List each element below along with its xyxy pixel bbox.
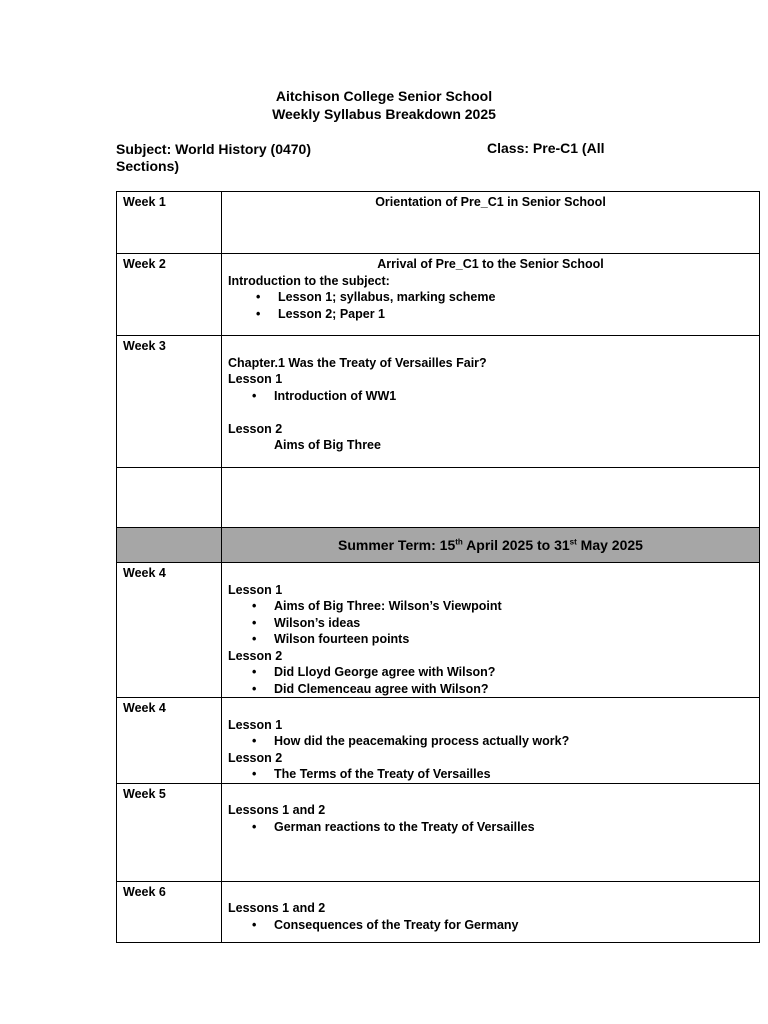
school-name: Aitchison College Senior School	[275, 88, 493, 104]
term-dates: Summer Term: 15th April 2025 to 31st May 2025	[338, 537, 643, 553]
subject-label: Subject: World History (0470)	[116, 141, 312, 157]
list-item: • Consequences of the Treaty for Germany	[228, 917, 753, 934]
week-cell	[117, 881, 222, 942]
row-title: Orientation of Pre_C1 in Senior School	[375, 195, 606, 209]
list-item: • Wilson fourteen points	[228, 631, 753, 648]
table-row	[117, 698, 760, 784]
content-cell	[222, 336, 760, 468]
list-item: • The Terms of the Treaty of Versailles	[228, 766, 753, 783]
week-cell	[117, 254, 222, 336]
table-row	[117, 563, 760, 698]
table-row	[117, 192, 760, 254]
content-cell	[222, 783, 760, 881]
term-banner-row	[117, 528, 760, 563]
list-item: • Did Lloyd George agree with Wilson?	[228, 664, 753, 681]
content-cell	[222, 563, 760, 698]
intro-text: Introduction to the subject:	[228, 273, 390, 288]
list-item: • Did Clemenceau agree with Wilson?	[228, 681, 753, 698]
class-label: Class: Pre-C1 (All	[487, 140, 605, 156]
term-banner	[222, 528, 760, 563]
week-label: Week 4	[123, 701, 166, 715]
week-label: Week 3	[123, 339, 166, 353]
content-cell	[222, 254, 760, 336]
list-item: • Lesson 1; syllabus, marking scheme	[228, 289, 753, 306]
list-item: • Introduction of WW1	[228, 388, 753, 405]
lesson-label: Lesson 2	[228, 648, 283, 663]
week-label: Week 6	[123, 884, 166, 899]
lesson-label: Lesson 2	[228, 421, 283, 436]
document-title: Weekly Syllabus Breakdown 2025	[272, 106, 496, 122]
week-cell	[117, 336, 222, 468]
row-title: Arrival of Pre_C1 to the Senior School	[377, 257, 604, 271]
content-cell	[222, 192, 760, 254]
week-cell	[117, 528, 222, 563]
table-row	[117, 336, 760, 468]
list-item: • German reactions to the Treaty of Versailles	[228, 819, 753, 836]
week-cell	[117, 698, 222, 784]
lesson-label: Lessons 1 and 2	[228, 803, 326, 817]
lesson-label: Lesson 1	[228, 717, 283, 732]
table-row	[117, 783, 760, 881]
week-label: Week 1	[123, 195, 166, 209]
week-cell	[117, 192, 222, 254]
lesson-label: Lesson 1	[228, 582, 283, 597]
class-label-continued: Sections)	[116, 158, 180, 174]
list-item: • Lesson 2; Paper 1	[228, 306, 753, 323]
chapter-title: Chapter.1 Was the Treaty of Versailles Fair?	[228, 355, 487, 370]
week-label: Week 5	[123, 786, 166, 801]
lesson-label: Lessons 1 and 2	[228, 901, 326, 915]
week-cell	[117, 783, 222, 881]
table-row	[117, 254, 760, 336]
content-cell	[222, 881, 760, 942]
list-item: • How did the peacemaking process actually work?	[228, 733, 753, 750]
week-cell	[117, 563, 222, 698]
content-cell	[222, 468, 760, 528]
syllabus-table	[116, 191, 760, 943]
table-row	[117, 468, 760, 528]
week-cell	[117, 468, 222, 528]
lesson-topic: Aims of Big Three	[274, 438, 381, 452]
week-label: Week 2	[123, 257, 166, 271]
content-cell	[222, 698, 760, 784]
list-item: • Wilson’s ideas	[228, 615, 753, 632]
list-item: • Aims of Big Three: Wilson’s Viewpoint	[228, 598, 753, 615]
week-label: Week 4	[123, 566, 166, 580]
lesson-label: Lesson 1	[228, 372, 283, 386]
lesson-label: Lesson 2	[228, 750, 283, 765]
table-row	[117, 881, 760, 942]
